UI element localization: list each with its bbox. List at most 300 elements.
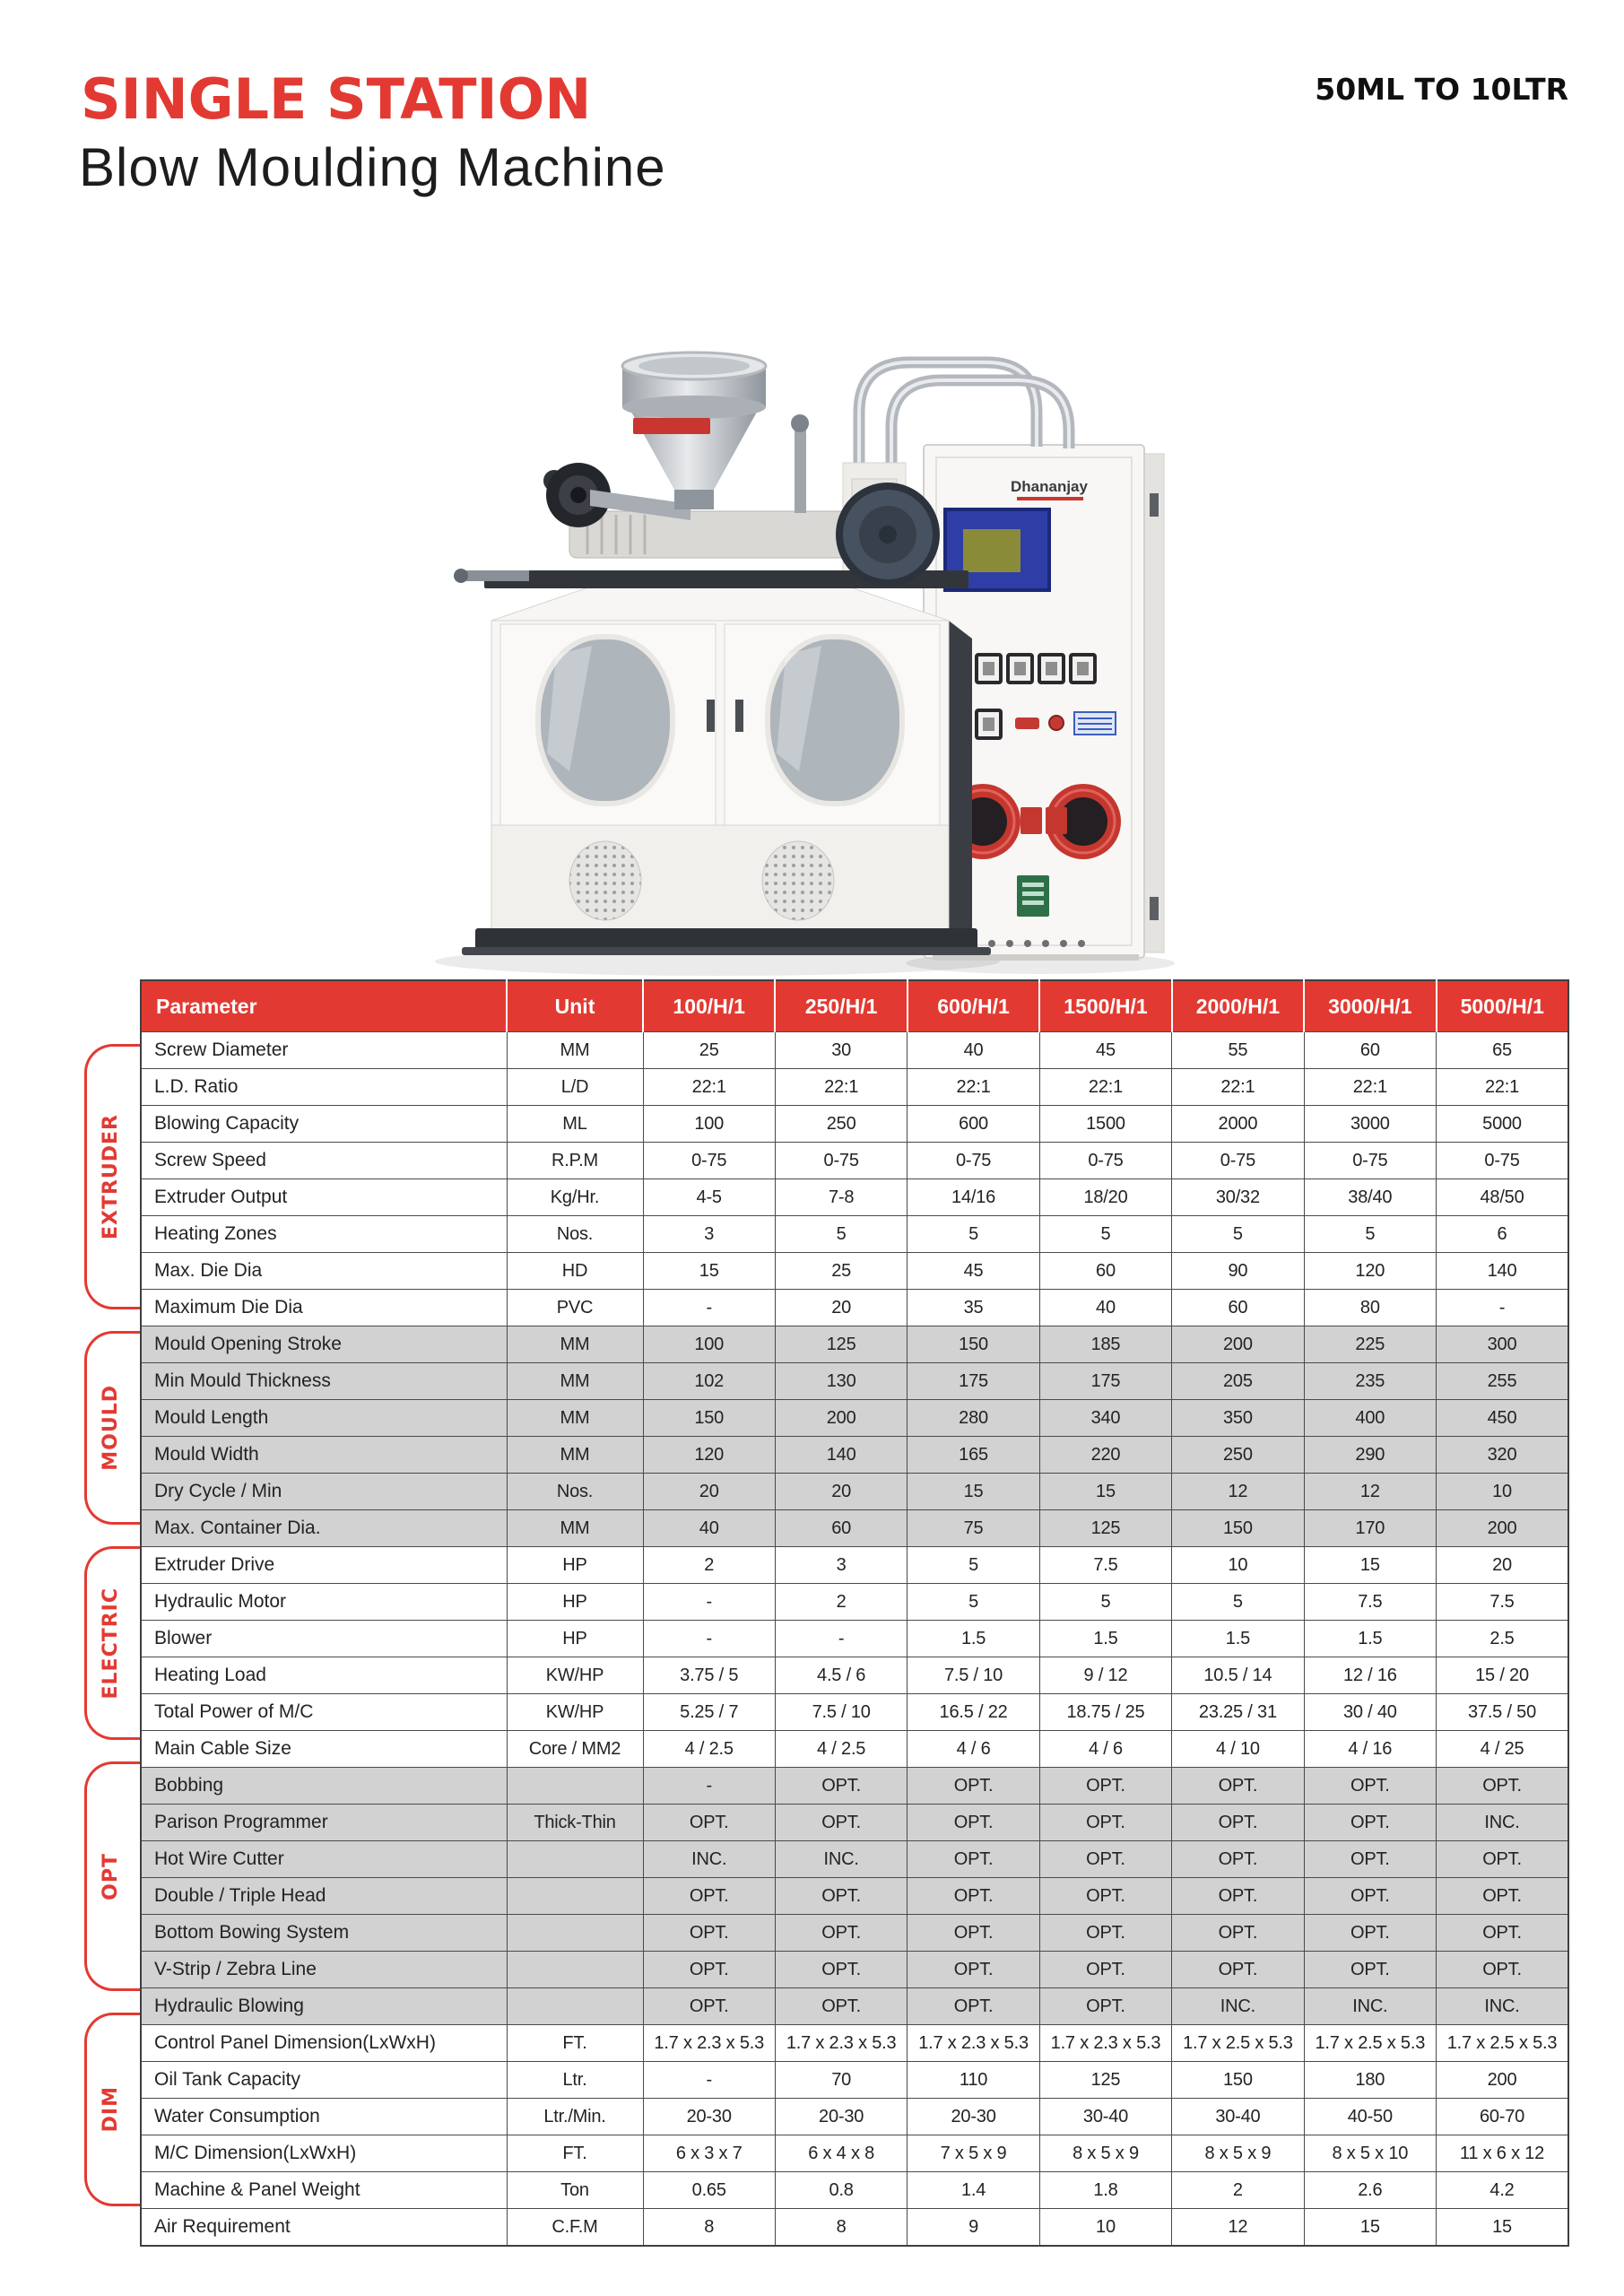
value-cell: OPT. xyxy=(1304,1952,1436,1988)
table-row xyxy=(141,1106,1568,1143)
param-cell: L.D. Ratio xyxy=(141,1069,507,1106)
table-row xyxy=(141,1253,1568,1290)
door-handle xyxy=(735,700,743,732)
hopper-brand-band xyxy=(633,418,710,434)
value-cell: 320 xyxy=(1437,1437,1568,1474)
unit-cell: MM xyxy=(507,1510,643,1547)
value-cell: 3 xyxy=(643,1216,775,1253)
param-cell: Extruder Drive xyxy=(141,1547,507,1584)
value-cell: 4 / 10 xyxy=(1172,1731,1304,1768)
value-cell: OPT. xyxy=(1039,1915,1171,1952)
param-cell: Hot Wire Cutter xyxy=(141,1841,507,1878)
table-row xyxy=(141,1878,1568,1915)
value-cell: 48/50 xyxy=(1437,1179,1568,1216)
section-label-opt: OPT xyxy=(100,1852,122,1900)
param-cell: Min Mould Thickness xyxy=(141,1363,507,1400)
unit-cell: R.P.M xyxy=(507,1143,643,1179)
value-cell: 5000 xyxy=(1437,1106,1568,1143)
vent-left xyxy=(569,841,641,920)
value-cell: 1.4 xyxy=(908,2172,1039,2209)
value-cell: OPT. xyxy=(1039,1805,1171,1841)
value-cell: 30-40 xyxy=(1039,2099,1171,2135)
column-header-5000-h-1: 5000/H/1 xyxy=(1437,980,1568,1032)
value-cell: 15 / 20 xyxy=(1437,1657,1568,1694)
value-cell: 20 xyxy=(775,1474,907,1510)
value-cell: 1.7 x 2.3 x 5.3 xyxy=(1039,2025,1171,2062)
value-cell: OPT. xyxy=(1304,1841,1436,1878)
body-side-panel xyxy=(949,621,972,936)
value-cell: 140 xyxy=(775,1437,907,1474)
unit-cell: Thick-Thin xyxy=(507,1805,643,1841)
value-cell: 7.5 / 10 xyxy=(908,1657,1039,1694)
value-cell: 20 xyxy=(643,1474,775,1510)
value-cell: 2 xyxy=(775,1584,907,1621)
value-cell: 16.5 / 22 xyxy=(908,1694,1039,1731)
value-cell: 205 xyxy=(1172,1363,1304,1400)
unit-cell: Ltr./Min. xyxy=(507,2099,643,2135)
value-cell: 60 xyxy=(1172,1290,1304,1326)
value-cell: 37.5 / 50 xyxy=(1437,1694,1568,1731)
door-handle xyxy=(707,700,715,732)
value-cell: 8 x 5 x 9 xyxy=(1039,2135,1171,2172)
section-label-extruder: EXTRUDER xyxy=(100,1113,122,1240)
param-cell: Mould Length xyxy=(141,1400,507,1437)
value-cell: 40-50 xyxy=(1304,2099,1436,2135)
value-cell: - xyxy=(643,2062,775,2099)
value-cell: OPT. xyxy=(1039,1952,1171,1988)
unit-cell xyxy=(507,1841,643,1878)
unit-cell: Kg/Hr. xyxy=(507,1179,643,1216)
value-cell: OPT. xyxy=(775,1805,907,1841)
brand-label: Dhananjay xyxy=(1011,478,1088,495)
param-cell: Air Requirement xyxy=(141,2209,507,2247)
table-row xyxy=(141,2062,1568,2099)
value-cell: 60 xyxy=(1039,1253,1171,1290)
value-cell: - xyxy=(643,1584,775,1621)
table-row xyxy=(141,1437,1568,1474)
value-cell: 20-30 xyxy=(643,2099,775,2135)
section-label-dim: DIM xyxy=(100,2086,122,2133)
value-cell: OPT. xyxy=(1172,1915,1304,1952)
unit-cell: HP xyxy=(507,1547,643,1584)
unit-cell: L/D xyxy=(507,1069,643,1106)
column-header-1500-h-1: 1500/H/1 xyxy=(1039,980,1171,1032)
value-cell: 7-8 xyxy=(775,1179,907,1216)
unit-cell: Core / MM2 xyxy=(507,1731,643,1768)
value-cell: 20 xyxy=(1437,1547,1568,1584)
value-cell: 30-40 xyxy=(1172,2099,1304,2135)
value-cell: OPT. xyxy=(1437,1768,1568,1805)
table-row xyxy=(141,1584,1568,1621)
value-cell: 0-75 xyxy=(1172,1143,1304,1179)
value-cell: 60 xyxy=(1304,1032,1436,1069)
value-cell: 7.5 xyxy=(1304,1584,1436,1621)
value-cell: 0.65 xyxy=(643,2172,775,2209)
value-cell: 1.5 xyxy=(1304,1621,1436,1657)
param-cell: Screw Speed xyxy=(141,1143,507,1179)
page-title-primary: SINGLE STATION xyxy=(81,66,592,132)
table-row xyxy=(141,1179,1568,1216)
value-cell: OPT. xyxy=(643,1805,775,1841)
value-cell: 100 xyxy=(643,1106,775,1143)
red-switch xyxy=(1020,807,1042,834)
column-header-100-h-1: 100/H/1 xyxy=(643,980,775,1032)
value-cell: OPT. xyxy=(1039,1841,1171,1878)
value-cell: 14/16 xyxy=(908,1179,1039,1216)
value-cell: OPT. xyxy=(908,1915,1039,1952)
param-cell: V-Strip / Zebra Line xyxy=(141,1952,507,1988)
body-lower-panel xyxy=(491,825,949,931)
value-cell: 15 xyxy=(1304,2209,1436,2247)
param-cell: Machine & Panel Weight xyxy=(141,2172,507,2209)
unit-cell: Ltr. xyxy=(507,2062,643,2099)
value-cell: 8 x 5 x 10 xyxy=(1304,2135,1436,2172)
cabinet-vent-slot xyxy=(1150,897,1159,920)
value-cell: 1.7 x 2.3 x 5.3 xyxy=(775,2025,907,2062)
value-cell: 1.5 xyxy=(1172,1621,1304,1657)
param-cell: Blowing Capacity xyxy=(141,1106,507,1143)
value-cell: OPT. xyxy=(1039,1768,1171,1805)
value-cell: OPT. xyxy=(1039,1988,1171,2025)
value-cell: 10 xyxy=(1437,1474,1568,1510)
value-cell: OPT. xyxy=(908,1952,1039,1988)
value-cell: 15 xyxy=(1304,1547,1436,1584)
value-cell: 18.75 / 25 xyxy=(1039,1694,1171,1731)
extruder-motor xyxy=(839,486,936,583)
param-cell: Maximum Die Dia xyxy=(141,1290,507,1326)
value-cell: 290 xyxy=(1304,1437,1436,1474)
value-cell: OPT. xyxy=(1304,1878,1436,1915)
value-cell: 23.25 / 31 xyxy=(1172,1694,1304,1731)
param-cell: Mould Opening Stroke xyxy=(141,1326,507,1363)
param-cell: Double / Triple Head xyxy=(141,1878,507,1915)
value-cell: 20-30 xyxy=(908,2099,1039,2135)
spec-table-body xyxy=(141,1032,1568,2247)
param-cell: Oil Tank Capacity xyxy=(141,2062,507,2099)
value-cell: OPT. xyxy=(1172,1768,1304,1805)
value-cell: 220 xyxy=(1039,1437,1171,1474)
value-cell: 102 xyxy=(643,1363,775,1400)
value-cell: OPT. xyxy=(908,1805,1039,1841)
value-cell: 5.25 / 7 xyxy=(643,1694,775,1731)
table-row xyxy=(141,1474,1568,1510)
mould-door-left xyxy=(500,624,716,825)
unit-cell xyxy=(507,1988,643,2025)
value-cell: - xyxy=(643,1290,775,1326)
value-cell: OPT. xyxy=(908,1878,1039,1915)
table-row xyxy=(141,1841,1568,1878)
value-cell: 22:1 xyxy=(775,1069,907,1106)
value-cell: 15 xyxy=(643,1253,775,1290)
value-cell: 1500 xyxy=(1039,1106,1171,1143)
value-cell: 20 xyxy=(775,1290,907,1326)
value-cell: 18/20 xyxy=(1039,1179,1171,1216)
param-cell: Bobbing xyxy=(141,1768,507,1805)
value-cell: OPT. xyxy=(1304,1768,1436,1805)
value-cell: 22:1 xyxy=(1172,1069,1304,1106)
value-cell: OPT. xyxy=(643,1915,775,1952)
value-cell: 200 xyxy=(775,1400,907,1437)
value-cell: 70 xyxy=(775,2062,907,2099)
value-cell: 2000 xyxy=(1172,1106,1304,1143)
machine-illustration xyxy=(421,269,1175,987)
table-row xyxy=(141,1400,1568,1437)
value-cell: 340 xyxy=(1039,1400,1171,1437)
table-row xyxy=(141,1805,1568,1841)
value-cell: 22:1 xyxy=(908,1069,1039,1106)
value-cell: 0.8 xyxy=(775,2172,907,2209)
value-cell: 5 xyxy=(1039,1216,1171,1253)
param-cell: Blower xyxy=(141,1621,507,1657)
value-cell: 6 x 4 x 8 xyxy=(775,2135,907,2172)
value-cell: 7.5 xyxy=(1437,1584,1568,1621)
unit-cell: FT. xyxy=(507,2025,643,2062)
body-top-cap xyxy=(491,585,949,621)
unit-cell: C.F.M xyxy=(507,2209,643,2247)
value-cell: 235 xyxy=(1304,1363,1436,1400)
cabinet-vent-slot xyxy=(1150,493,1159,517)
value-cell: OPT. xyxy=(1437,1915,1568,1952)
green-module xyxy=(1017,875,1049,917)
value-cell: 600 xyxy=(908,1106,1039,1143)
value-cell: OPT. xyxy=(775,1952,907,1988)
value-cell: 7.5 xyxy=(1039,1547,1171,1584)
value-cell: 110 xyxy=(908,2062,1039,2099)
table-row xyxy=(141,1657,1568,1694)
value-cell: 45 xyxy=(908,1253,1039,1290)
value-cell: INC. xyxy=(1304,1988,1436,2025)
value-cell: - xyxy=(643,1621,775,1657)
param-cell: Heating Zones xyxy=(141,1216,507,1253)
extruder-barrel xyxy=(569,511,856,558)
column-header-unit: Unit xyxy=(507,980,643,1032)
hopper xyxy=(622,352,766,509)
table-row xyxy=(141,1915,1568,1952)
value-cell: OPT. xyxy=(1304,1915,1436,1952)
value-cell: 25 xyxy=(775,1253,907,1290)
value-cell: 90 xyxy=(1172,1253,1304,1290)
param-cell: Heating Load xyxy=(141,1657,507,1694)
value-cell: 7.5 / 10 xyxy=(775,1694,907,1731)
value-cell: 6 xyxy=(1437,1216,1568,1253)
column-header-3000-h-1: 3000/H/1 xyxy=(1304,980,1436,1032)
value-cell: 30 xyxy=(775,1032,907,1069)
value-cell: INC. xyxy=(775,1841,907,1878)
section-bracket-extruder xyxy=(84,1044,140,1309)
value-cell: 12 / 16 xyxy=(1304,1657,1436,1694)
value-cell: 180 xyxy=(1304,2062,1436,2099)
unit-cell xyxy=(507,1952,643,1988)
value-cell: 8 xyxy=(775,2209,907,2247)
param-cell: Bottom Bowing System xyxy=(141,1915,507,1952)
value-cell: 2.5 xyxy=(1437,1621,1568,1657)
value-cell: 300 xyxy=(1437,1326,1568,1363)
value-cell: 5 xyxy=(1039,1584,1171,1621)
value-cell: - xyxy=(775,1621,907,1657)
value-cell: OPT. xyxy=(775,1915,907,1952)
value-cell: 3.75 / 5 xyxy=(643,1657,775,1694)
unit-cell xyxy=(507,1878,643,1915)
value-cell: OPT. xyxy=(1437,1952,1568,1988)
table-row xyxy=(141,1547,1568,1584)
spec-table-header xyxy=(141,980,1568,1032)
param-cell: Dry Cycle / Min xyxy=(141,1474,507,1510)
table-row xyxy=(141,2172,1568,2209)
column-header-600-h-1: 600/H/1 xyxy=(908,980,1039,1032)
value-cell: 4 / 6 xyxy=(1039,1731,1171,1768)
value-cell: 4 / 16 xyxy=(1304,1731,1436,1768)
unit-cell: ML xyxy=(507,1106,643,1143)
value-cell: 9 xyxy=(908,2209,1039,2247)
value-cell: 75 xyxy=(908,1510,1039,1547)
spec-table xyxy=(140,979,1569,2247)
unit-cell: MM xyxy=(507,1363,643,1400)
red-switch xyxy=(1046,807,1067,834)
table-row xyxy=(141,1032,1568,1069)
value-cell: 35 xyxy=(908,1290,1039,1326)
value-cell: 200 xyxy=(1437,2062,1568,2099)
value-cell: 140 xyxy=(1437,1253,1568,1290)
value-cell: 5 xyxy=(908,1584,1039,1621)
value-cell: 250 xyxy=(1172,1437,1304,1474)
value-cell: 4.5 / 6 xyxy=(775,1657,907,1694)
table-row xyxy=(141,1694,1568,1731)
value-cell: 3 xyxy=(775,1547,907,1584)
value-cell: 25 xyxy=(643,1032,775,1069)
value-cell: 150 xyxy=(1172,2062,1304,2099)
value-cell: 350 xyxy=(1172,1400,1304,1437)
value-cell: 65 xyxy=(1437,1032,1568,1069)
unit-cell: KW/HP xyxy=(507,1657,643,1694)
unit-cell: FT. xyxy=(507,2135,643,2172)
value-cell: 22:1 xyxy=(1304,1069,1436,1106)
table-row xyxy=(141,2135,1568,2172)
value-cell: 0-75 xyxy=(908,1143,1039,1179)
param-cell: Total Power of M/C xyxy=(141,1694,507,1731)
value-cell: 1.5 xyxy=(908,1621,1039,1657)
value-cell: 3000 xyxy=(1304,1106,1436,1143)
table-row xyxy=(141,1768,1568,1805)
table-row xyxy=(141,1143,1568,1179)
section-bracket-mould xyxy=(84,1331,140,1525)
value-cell: OPT. xyxy=(1172,1805,1304,1841)
value-cell: OPT. xyxy=(1172,1952,1304,1988)
value-cell: 250 xyxy=(775,1106,907,1143)
value-cell: 2.6 xyxy=(1304,2172,1436,2209)
value-cell: 22:1 xyxy=(643,1069,775,1106)
column-header-250-h-1: 250/H/1 xyxy=(775,980,907,1032)
value-cell: 15 xyxy=(1039,1474,1171,1510)
param-cell: Mould Width xyxy=(141,1437,507,1474)
section-label-electric: ELECTRIC xyxy=(100,1587,122,1700)
value-cell: OPT. xyxy=(775,1988,907,2025)
value-cell: 22:1 xyxy=(1039,1069,1171,1106)
param-cell: Parison Programmer xyxy=(141,1805,507,1841)
value-cell: 8 xyxy=(643,2209,775,2247)
value-cell: 0-75 xyxy=(1039,1143,1171,1179)
value-cell: 120 xyxy=(643,1437,775,1474)
value-cell: OPT. xyxy=(908,1988,1039,2025)
value-cell: OPT. xyxy=(1437,1878,1568,1915)
value-cell: 5 xyxy=(1172,1216,1304,1253)
value-cell: 4 / 2.5 xyxy=(775,1731,907,1768)
value-cell: 200 xyxy=(1172,1326,1304,1363)
value-cell: 4 / 2.5 xyxy=(643,1731,775,1768)
value-cell: OPT. xyxy=(1304,1805,1436,1841)
value-cell: OPT. xyxy=(1437,1841,1568,1878)
value-cell: OPT. xyxy=(1172,1841,1304,1878)
capacity-range-label: 50ML TO 10LTR xyxy=(1315,72,1568,107)
value-cell: 175 xyxy=(908,1363,1039,1400)
param-cell: Extruder Output xyxy=(141,1179,507,1216)
table-row xyxy=(141,2025,1568,2062)
value-cell: 30 / 40 xyxy=(1304,1694,1436,1731)
brand-underline xyxy=(1017,497,1083,500)
value-cell: 120 xyxy=(1304,1253,1436,1290)
value-cell: 150 xyxy=(1172,1510,1304,1547)
value-cell: OPT. xyxy=(775,1878,907,1915)
value-cell: 165 xyxy=(908,1437,1039,1474)
param-cell: Water Consumption xyxy=(141,2099,507,2135)
value-cell: 5 xyxy=(1304,1216,1436,1253)
value-cell: 225 xyxy=(1304,1326,1436,1363)
value-cell: - xyxy=(1437,1290,1568,1326)
value-cell: 5 xyxy=(1172,1584,1304,1621)
table-row xyxy=(141,1216,1568,1253)
value-cell: OPT. xyxy=(643,1988,775,2025)
value-cell: 6 x 3 x 7 xyxy=(643,2135,775,2172)
table-row xyxy=(141,1988,1568,2025)
value-cell: INC. xyxy=(1437,1988,1568,2025)
value-cell: 1.7 x 2.3 x 5.3 xyxy=(643,2025,775,2062)
value-cell: 10 xyxy=(1172,1547,1304,1584)
unit-cell: MM xyxy=(507,1032,643,1069)
value-cell: 5 xyxy=(908,1216,1039,1253)
value-cell: 12 xyxy=(1172,1474,1304,1510)
value-cell: 11 x 6 x 12 xyxy=(1437,2135,1568,2172)
value-cell: 20-30 xyxy=(775,2099,907,2135)
value-cell: 125 xyxy=(1039,1510,1171,1547)
param-cell: Main Cable Size xyxy=(141,1731,507,1768)
value-cell: OPT. xyxy=(775,1768,907,1805)
unit-cell: Nos. xyxy=(507,1474,643,1510)
value-cell: 125 xyxy=(1039,2062,1171,2099)
value-cell: 170 xyxy=(1304,1510,1436,1547)
value-cell: 12 xyxy=(1304,1474,1436,1510)
value-cell: 130 xyxy=(775,1363,907,1400)
value-cell: 22:1 xyxy=(1437,1069,1568,1106)
vent-right xyxy=(762,841,834,920)
value-cell: 9 / 12 xyxy=(1039,1657,1171,1694)
value-cell: 280 xyxy=(908,1400,1039,1437)
value-cell: 400 xyxy=(1304,1400,1436,1437)
value-cell: 1.7 x 2.5 x 5.3 xyxy=(1172,2025,1304,2062)
unit-cell: MM xyxy=(507,1400,643,1437)
value-cell: 200 xyxy=(1437,1510,1568,1547)
value-cell: 5 xyxy=(775,1216,907,1253)
param-cell: Max. Die Dia xyxy=(141,1253,507,1290)
value-cell: OPT. xyxy=(908,1841,1039,1878)
value-cell: 4-5 xyxy=(643,1179,775,1216)
section-bracket-dim xyxy=(84,2013,140,2206)
value-cell: 40 xyxy=(1039,1290,1171,1326)
value-cell: 450 xyxy=(1437,1400,1568,1437)
value-cell: 150 xyxy=(908,1326,1039,1363)
value-cell: OPT. xyxy=(1172,1878,1304,1915)
table-row xyxy=(141,1621,1568,1657)
unit-cell xyxy=(507,1915,643,1952)
table-row xyxy=(141,1510,1568,1547)
